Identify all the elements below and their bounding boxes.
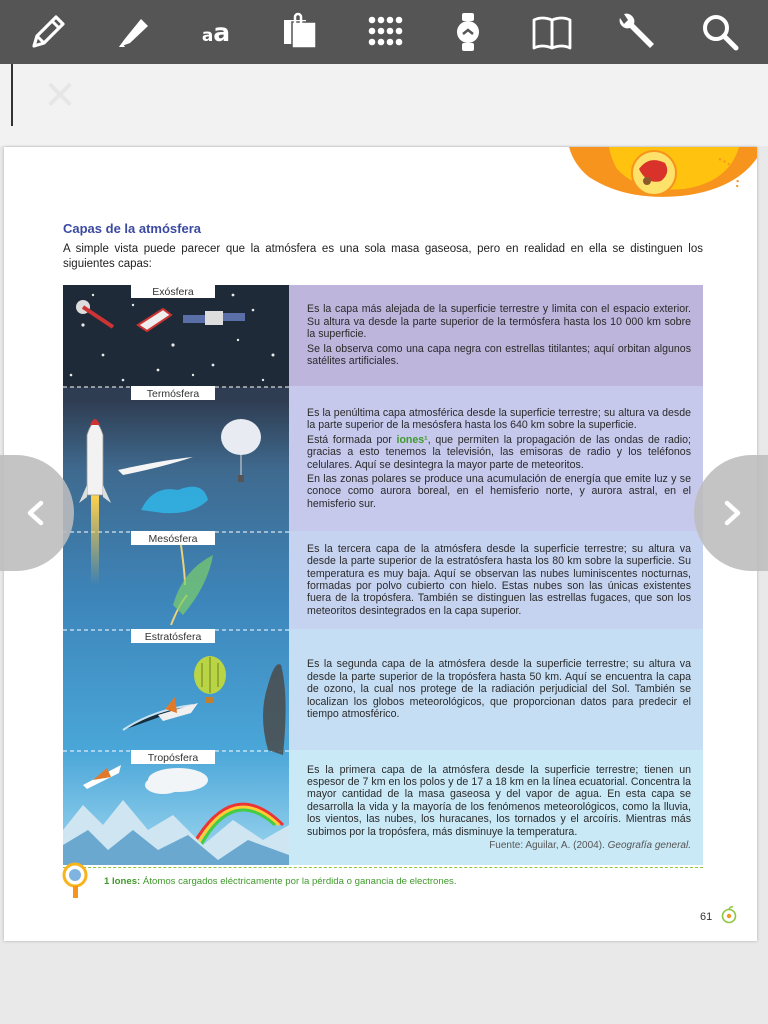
source-citation: Fuente: Aguilar, A. (2004). Geografía general. bbox=[489, 840, 691, 852]
stratosphere-label: Estratósfera bbox=[144, 631, 202, 643]
mesosphere-description: Es la tercera capa de la atmósfera desde la superficie terrestre; su altura va desde la parte superior de la estratósfera hasta los 80 km sobre la superficie. Su temperatura es muy baja. Aquí se observan las nubes luminiscentes nocturnas, formadas por polvo cubierto con hielo. Estas nubes son las únicas existentes fuera de la tropósfera. También se distinguen las estrellas fugaces, que son los meteoritos desintegrados en la capa superior. bbox=[289, 531, 703, 629]
section-title: Capas de la atmósfera bbox=[63, 221, 202, 236]
troposphere-label: Tropósfera bbox=[147, 752, 199, 764]
settings-button[interactable] bbox=[604, 4, 668, 60]
thermosphere-label: Termósfera bbox=[146, 388, 200, 400]
highlighter-icon bbox=[110, 10, 154, 54]
stratosphere-description: Es la segunda capa de la atmósfera desde la superficie terrestre; su altura va desde la parte superior de la tropósfera hasta 50 km. Aquí se encuentra la capa de ozono, la cual nos protege de la radiación perjudicial del Sol. También se localizan los globos meteorológicos, que proporcionan datos para predecir el tiempo atmosférico. bbox=[289, 629, 703, 750]
top-toolbar bbox=[0, 0, 768, 64]
chevron-left-icon bbox=[22, 499, 50, 527]
wrench-icon bbox=[614, 10, 658, 54]
grid-icon bbox=[362, 10, 406, 54]
thumbnails-grid-button[interactable] bbox=[352, 4, 416, 60]
zoom-button[interactable] bbox=[436, 4, 500, 60]
table-of-contents-button[interactable] bbox=[520, 4, 584, 60]
layer-descriptions bbox=[289, 285, 703, 865]
book-icon bbox=[530, 10, 574, 54]
decorative-header-icon bbox=[569, 147, 757, 207]
secondary-bar bbox=[0, 64, 768, 146]
notes-button[interactable] bbox=[268, 4, 332, 60]
font-size-icon: aa bbox=[201, 17, 231, 47]
zoom-slider-icon bbox=[446, 10, 490, 54]
exosphere-description: Es la capa más alejada de la superficie terrestre y limita con el espacio exterior. Su altura va desde la parte superior de la termósfera hasta los 10 000 km sobre la superficie. Se la observa como una capa negra con estrellas titilantes; aquí orbitan algunos satélites artificiales. bbox=[289, 285, 703, 386]
search-button[interactable] bbox=[688, 4, 752, 60]
notes-icon bbox=[278, 10, 322, 54]
apple-logo-icon bbox=[720, 906, 738, 924]
page-number: 61 bbox=[700, 911, 713, 923]
thermosphere-description: Es la penúltima capa atmosférica desde la superficie terrestre; su altura va desde la parte superior de la mesósfera hasta los 640 km sobre la superficie. Está formada por iones¹, que permiten la propagación de las ondas de radio; gracias a esto tenemos la televisión, las emisoras de radio y los teléfonos celulares. Aquí se desintegra la mayor parte de meteoritos. En las zonas polares se produce una acumulación de energía que emite luz y se conoce como aurora boreal, en el hemisferio norte, y aurora astral, en el hemisferio sur. bbox=[289, 386, 703, 531]
text-cursor-line bbox=[11, 64, 13, 126]
mesosphere-label: Mesósfera bbox=[148, 533, 198, 545]
atmosphere-layers-illustration bbox=[63, 285, 289, 865]
footnote-divider bbox=[63, 867, 703, 868]
iones-term: iones¹ bbox=[396, 433, 428, 446]
pencil-tool-button[interactable] bbox=[16, 4, 80, 60]
pencil-icon bbox=[26, 10, 70, 54]
intro-paragraph: A simple vista puede parecer que la atmósfera es una sola masa gaseosa, pero en realidad en ella se distinguen los siguientes capas: bbox=[63, 243, 703, 270]
footnote: 1 Iones: Átomos cargados eléctricamente por la pérdida o ganancia de electrones. bbox=[104, 876, 457, 887]
search-icon bbox=[698, 10, 742, 54]
troposphere-description: Es la primera capa de la atmósfera desde la superficie terrestre; tienen un espesor de 7 km en los polos y de 17 a 18 km en la línea ecuatorial. Concentra la mayor cantidad de la masa gaseosa y del vapor de agua. En esta capa se desarrolla la vida y la mayoría de los fenómenos meteorológicos, como la lluvia, los vientos, las nubes, los huracanes, los tornados y el arcoíris. Mientras más subimos por la tropósfera, más disminuye la temperatura. Fuente: Aguilar, A. (2004). Geografía general. bbox=[289, 750, 703, 865]
close-icon[interactable]: ✕ bbox=[43, 74, 77, 118]
magnifier-glossary-icon bbox=[61, 862, 91, 902]
highlighter-tool-button[interactable] bbox=[100, 4, 164, 60]
chevron-right-icon bbox=[718, 499, 746, 527]
font-size-button[interactable] bbox=[184, 4, 248, 60]
book-page bbox=[4, 147, 757, 941]
exosphere-label: Exósfera bbox=[152, 286, 194, 298]
